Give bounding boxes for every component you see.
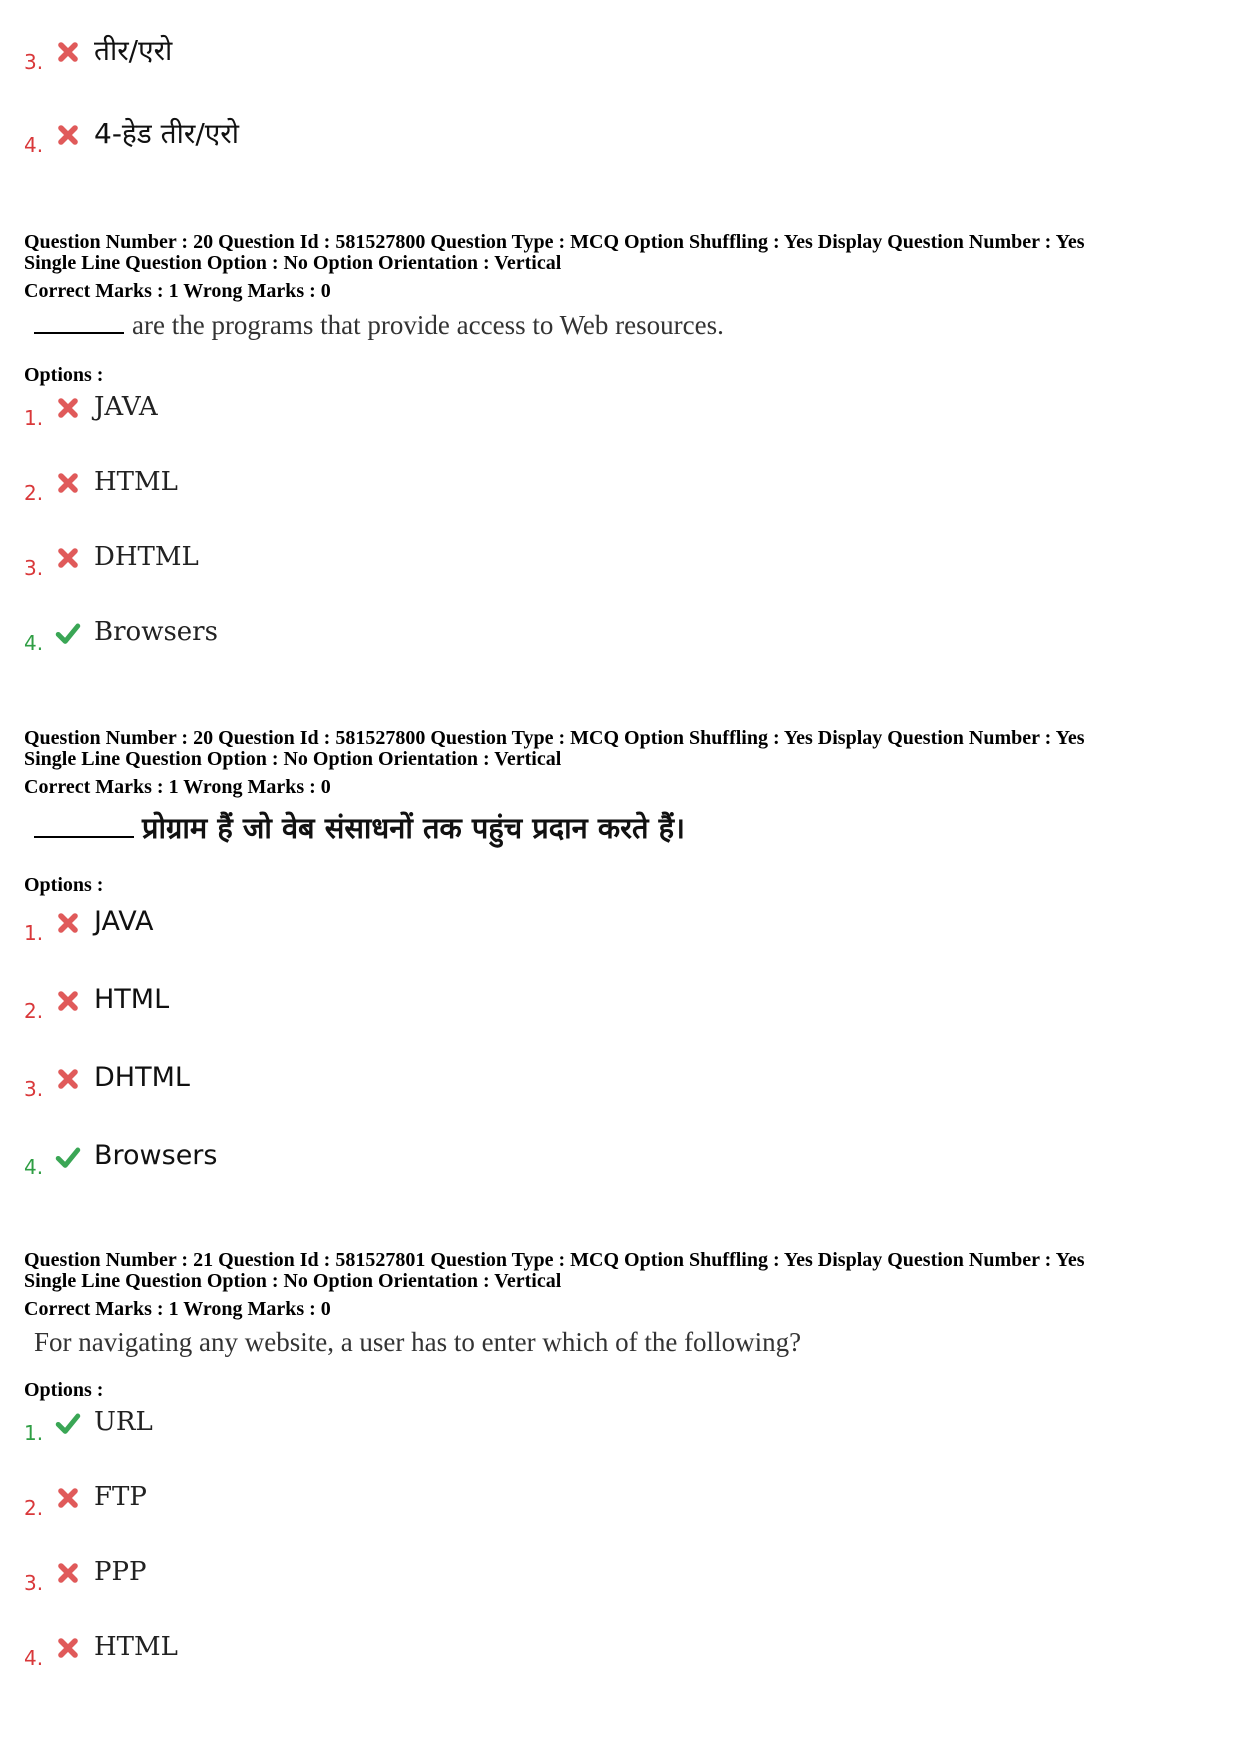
option-text: Browsers: [94, 617, 218, 647]
option-text: HTML: [94, 1632, 178, 1662]
option-text: 4-हेड तीर/एरो: [94, 117, 239, 150]
option-item: [24, 903, 153, 943]
options-label: Options :: [24, 364, 104, 386]
cross-icon: [54, 469, 82, 497]
question-meta-line1: Question Number : 21 Question Id : 581527801 Question Type : MCQ Option Shuffling : Yes Display Question Number : Yes: [24, 1249, 1085, 1271]
option-text: PPP: [94, 1557, 147, 1587]
check-icon: [54, 1409, 82, 1437]
option-item: [24, 1137, 217, 1177]
question-meta-line2: Single Line Question Option : No Option Orientation : Vertical: [24, 1270, 562, 1292]
option-text: FTP: [94, 1482, 147, 1512]
option-item: [24, 463, 178, 503]
option-text: DHTML: [94, 1062, 190, 1093]
answer-blank: [34, 332, 124, 334]
cross-icon: [54, 909, 82, 937]
option-text: JAVA: [94, 392, 158, 422]
option-number: 4.: [24, 1155, 44, 1179]
option-number: 4.: [24, 1646, 44, 1670]
option-number: 3.: [24, 50, 44, 74]
cross-icon: [54, 1559, 82, 1587]
option-item: [24, 1478, 147, 1518]
option-item: [24, 1059, 190, 1099]
question-text: For navigating any website, a user has to enter which of the following?: [34, 1327, 802, 1357]
option-number: 1.: [24, 406, 44, 430]
option-number: 2.: [24, 1496, 44, 1520]
option-number: 4.: [24, 133, 44, 157]
option-item: [24, 388, 158, 428]
question-text-content: प्रोग्राम हैं जो वेब संसाधनों तक पहुंच प्रदान करते हैं।: [142, 811, 686, 845]
option-number: 1.: [24, 921, 44, 945]
question-marks: Correct Marks : 1 Wrong Marks : 0: [24, 776, 331, 798]
question-marks: Correct Marks : 1 Wrong Marks : 0: [24, 1298, 331, 1320]
option-number: 3.: [24, 1077, 44, 1101]
option-text: HTML: [94, 467, 178, 497]
option-item: [24, 115, 239, 155]
question-meta-line2: Single Line Question Option : No Option Orientation : Vertical: [24, 252, 562, 274]
option-item: [24, 32, 172, 72]
option-text: JAVA: [94, 906, 154, 937]
question-meta-line2: Single Line Question Option : No Option Orientation : Vertical: [24, 748, 562, 770]
option-number: 4.: [24, 631, 44, 655]
question-text: [34, 310, 724, 341]
option-item: [24, 1628, 178, 1668]
option-number: 2.: [24, 481, 44, 505]
option-text: Browsers: [94, 1140, 218, 1171]
options-label: Options :: [24, 874, 104, 896]
question-meta-line1: Question Number : 20 Question Id : 581527800 Question Type : MCQ Option Shuffling : Yes Display Question Number : Yes: [24, 231, 1085, 253]
option-item: [24, 981, 169, 1021]
options-label: Options :: [24, 1379, 104, 1401]
option-number: 2.: [24, 999, 44, 1023]
option-text: तीर/एरो: [94, 34, 173, 67]
option-number: 3.: [24, 556, 44, 580]
check-icon: [54, 1143, 82, 1171]
option-text: DHTML: [94, 542, 199, 572]
cross-icon: [54, 1065, 82, 1093]
cross-icon: [54, 1634, 82, 1662]
option-text: HTML: [94, 984, 170, 1015]
cross-icon: [54, 987, 82, 1015]
question-text: [34, 808, 685, 847]
cross-icon: [54, 121, 82, 149]
option-text: URL: [94, 1407, 153, 1437]
answer-blank: [34, 836, 134, 838]
check-icon: [54, 619, 82, 647]
option-item: [24, 538, 199, 578]
option-item: [24, 1403, 153, 1443]
question-text-content: are the programs that provide access to Web resources.: [132, 310, 724, 340]
cross-icon: [54, 38, 82, 66]
option-number: 1.: [24, 1421, 44, 1445]
option-item: [24, 613, 218, 653]
option-item: [24, 1553, 146, 1593]
cross-icon: [54, 544, 82, 572]
question-marks: Correct Marks : 1 Wrong Marks : 0: [24, 280, 331, 302]
question-meta-line1: Question Number : 20 Question Id : 581527800 Question Type : MCQ Option Shuffling : Yes Display Question Number : Yes: [24, 727, 1085, 749]
option-number: 3.: [24, 1571, 44, 1595]
cross-icon: [54, 394, 82, 422]
cross-icon: [54, 1484, 82, 1512]
